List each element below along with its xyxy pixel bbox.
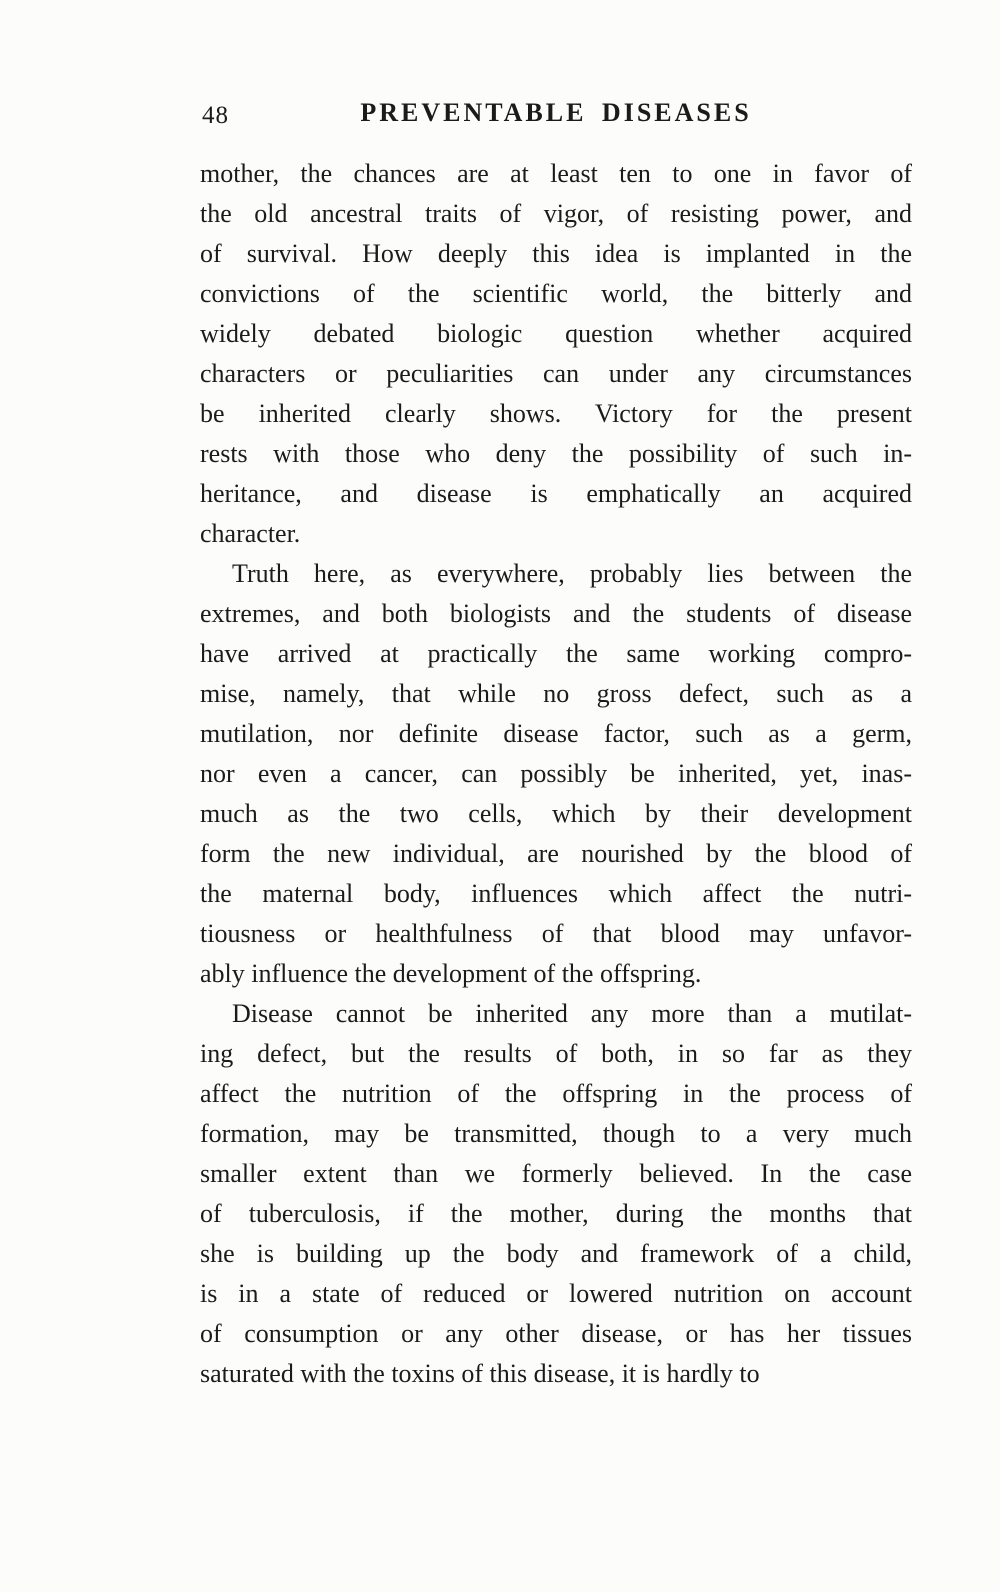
text-line: Disease cannot be inherited any more than a mutilat- <box>232 999 912 1028</box>
text-line: of consumption or any other disease, or has her tissues <box>200 1319 912 1348</box>
text-line: the maternal body, influences which affect the nutri- <box>200 879 912 908</box>
text-line: she is building up the body and framework of a child, <box>200 1239 912 1268</box>
paragraph <box>200 154 912 554</box>
text-line: characters or peculiarities can under any circumstances <box>200 359 912 388</box>
text-line: saturated with the toxins of this disease, it is hardly to <box>200 1359 760 1388</box>
text-line: extremes, and both biologists and the students of disease <box>200 599 912 628</box>
text-line: mother, the chances are at least ten to one in favor of <box>200 159 912 188</box>
text-line: smaller extent than we formerly believed. In the case <box>200 1159 912 1188</box>
text-line: convictions of the scientific world, the bitterly and <box>200 279 912 308</box>
page-body <box>200 154 912 1394</box>
text-line: tiousness or healthfulness of that blood may unfavor- <box>200 919 912 948</box>
text-line: heritance, and disease is emphatically an acquired <box>200 479 912 508</box>
text-line: affect the nutrition of the offspring in the process of <box>200 1079 912 1108</box>
text-line: have arrived at practically the same working compro- <box>200 639 912 668</box>
text-line: rests with those who deny the possibility of such in- <box>200 439 912 468</box>
text-line: of tuberculosis, if the mother, during the months that <box>200 1199 912 1228</box>
text-line: mise, namely, that while no gross defect, such as a <box>200 679 912 708</box>
running-title: PREVENTABLE DISEASES <box>360 98 752 127</box>
text-line: mutilation, nor definite disease factor, such as a germ, <box>200 719 912 748</box>
text-line: widely debated biologic question whether acquired <box>200 319 912 348</box>
paragraph <box>200 994 912 1394</box>
book-page <box>200 98 912 1394</box>
text-line: is in a state of reduced or lowered nutrition on account <box>200 1279 912 1308</box>
text-line: formation, may be transmitted, though to a very much <box>200 1119 912 1148</box>
text-line: nor even a cancer, can possibly be inherited, yet, inas- <box>200 759 912 788</box>
text-line: ably influence the development of the offspring. <box>200 959 702 988</box>
text-line: ing defect, but the results of both, in so far as they <box>200 1039 912 1068</box>
page-number: 48 <box>202 102 229 129</box>
text-line: form the new individual, are nourished by the blood of <box>200 839 912 868</box>
text-line: be inherited clearly shows. Victory for the present <box>200 399 912 428</box>
text-line: much as the two cells, which by their development <box>200 799 912 828</box>
text-line: the old ancestral traits of vigor, of resisting power, and <box>200 199 912 228</box>
text-line: Truth here, as everywhere, probably lies between the <box>232 559 912 588</box>
paragraph <box>200 554 912 994</box>
text-line: of survival. How deeply this idea is implanted in the <box>200 239 912 268</box>
text-line: character. <box>200 519 301 548</box>
page-header <box>200 98 912 140</box>
